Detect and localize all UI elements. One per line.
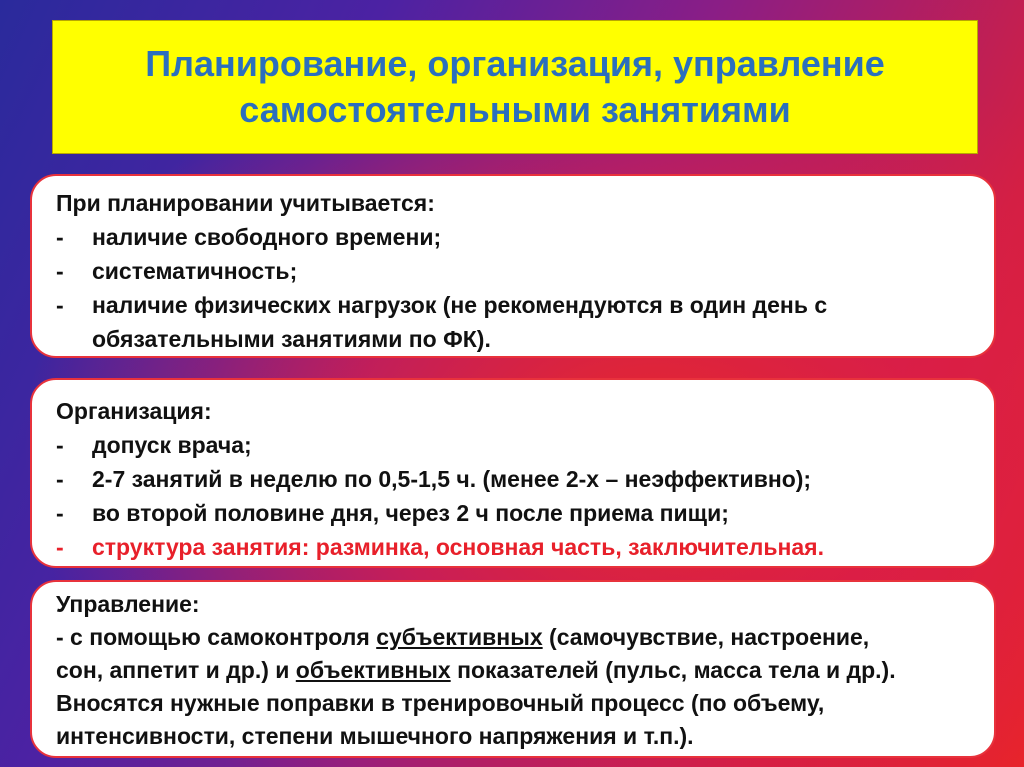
planning-item-3	[56, 288, 970, 322]
management-card	[30, 580, 996, 758]
management-text: сон, аппетит и др.) и	[56, 657, 296, 683]
bullet-dash: -	[56, 466, 64, 492]
title-box	[52, 20, 978, 154]
management-text: показателей (пульс, масса тела и др.).	[450, 657, 896, 683]
organization-item-4-highlighted	[56, 530, 970, 564]
organization-item-text: 2-7 занятий в неделю по 0,5-1,5 ч. (менее 2-х – неэффективно);	[92, 466, 812, 492]
management-line-1	[56, 621, 970, 654]
organization-item-1	[56, 428, 970, 462]
underlined-term-objective: объективных	[295, 657, 451, 683]
bullet-dash: -	[56, 534, 64, 560]
planning-item-3-continuation: обязательными занятиями по ФК).	[92, 326, 491, 352]
slide-title-line-2: самостоятельными занятиями	[239, 89, 791, 130]
management-text: (самочувствие, настроение,	[542, 624, 870, 650]
bullet-dash: -	[56, 292, 64, 318]
organization-heading: Организация:	[56, 398, 212, 424]
management-heading: Управление:	[56, 591, 200, 617]
bullet-dash: -	[56, 224, 64, 250]
bullet-dash: -	[56, 258, 64, 284]
organization-item-3	[56, 496, 970, 530]
planning-card	[30, 174, 996, 358]
planning-heading: При планировании учитывается:	[56, 190, 435, 216]
management-line-3: Вносятся нужные поправки в тренировочный процесс (по объему,	[56, 690, 825, 716]
slide-title-line-1: Планирование, организация, управление	[145, 43, 885, 84]
organization-item-text: допуск врача;	[92, 432, 252, 458]
underlined-term-subjective: субъективных	[376, 624, 543, 650]
bullet-dash: -	[56, 432, 64, 458]
management-line-2	[56, 654, 970, 687]
planning-item-1	[56, 220, 970, 254]
planning-item-text: наличие физических нагрузок (не рекомендуются в один день с	[92, 292, 828, 318]
organization-item-text: структура занятия: разминка, основная часть, заключительная.	[92, 534, 824, 560]
management-line-4: интенсивности, степени мышечного напряжения и т.п.).	[56, 723, 694, 749]
organization-item-2	[56, 462, 970, 496]
organization-item-text: во второй половине дня, через 2 ч после приема пищи;	[92, 500, 729, 526]
planning-item-text: наличие свободного времени;	[92, 224, 442, 250]
planning-item-text: систематичность;	[92, 258, 298, 284]
management-text: - с помощью самоконтроля	[56, 624, 377, 650]
bullet-dash: -	[56, 500, 64, 526]
organization-card	[30, 378, 996, 568]
planning-item-2	[56, 254, 970, 288]
